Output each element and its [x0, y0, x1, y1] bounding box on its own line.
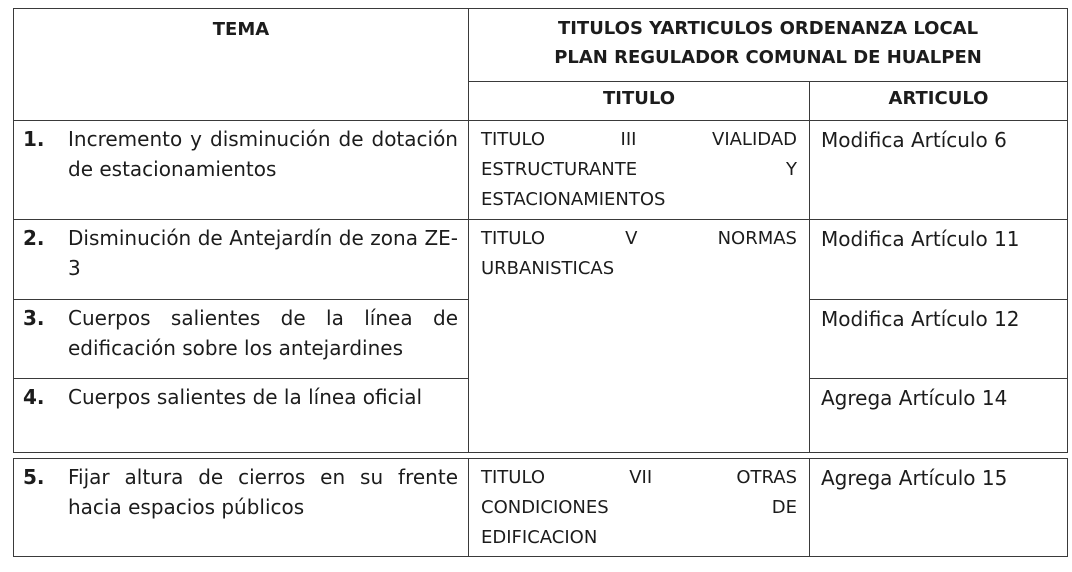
- row-number: 2.: [23, 226, 45, 250]
- titulo-line: [481, 254, 797, 284]
- titulo-word: Y: [786, 159, 797, 180]
- ordinance-table: [13, 8, 1068, 557]
- titulo-word: ESTRUCTURANTE: [481, 159, 638, 180]
- tema-cell: [14, 300, 469, 379]
- titulo-word: DE: [771, 497, 797, 518]
- articulo-cell: Modifica Artículo 11: [810, 220, 1068, 300]
- tema-text: Fijar altura de cierros en su frente hacia espacios públicos: [68, 465, 458, 519]
- articulo-cell: Agrega Artículo 15: [810, 459, 1068, 557]
- table-row: [14, 220, 1068, 300]
- titulo-word: TITULO: [481, 467, 546, 488]
- titulo-word: VII: [629, 467, 653, 488]
- tema-text: Cuerpos salientes de la línea de edificación sobre los antejardines: [68, 306, 458, 360]
- tema-text: Incremento y disminución de dotación de estacionamientos: [68, 127, 458, 181]
- titulo-word: TITULO: [481, 129, 546, 150]
- row-number: 1.: [23, 127, 45, 151]
- articulo-cell: Modifica Artículo 12: [810, 300, 1068, 379]
- tema-cell: [14, 121, 469, 220]
- table-row: [14, 121, 1068, 220]
- row-number: 4.: [23, 385, 45, 409]
- titulo-cell: [469, 459, 810, 557]
- titulo-word: EDIFICACION: [481, 527, 598, 548]
- titulo-word: URBANISTICAS: [481, 258, 615, 279]
- titulo-word: VIALIDAD: [712, 129, 797, 150]
- titulo-cell: [469, 121, 810, 220]
- articulo-cell: Agrega Artículo 14: [810, 379, 1068, 453]
- row-number: 5.: [23, 465, 45, 489]
- header-titulo: TITULO: [469, 82, 810, 121]
- titulo-line: [481, 125, 797, 155]
- titulo-word: OTRAS: [736, 467, 797, 488]
- header-articulo: ARTICULO: [810, 82, 1068, 121]
- tema-cell: [14, 459, 469, 557]
- header-row: [14, 9, 1068, 82]
- tema-cell: [14, 379, 469, 453]
- header-titulos: [469, 9, 1068, 82]
- titulo-word: V: [625, 228, 638, 249]
- titulo-word: CONDICIONES: [481, 497, 609, 518]
- header-tema: TEMA: [14, 9, 469, 121]
- table-row: [14, 459, 1068, 557]
- titulo-line: [481, 185, 797, 215]
- titulo-line: [481, 155, 797, 185]
- articulo-cell: Modifica Artículo 6: [810, 121, 1068, 220]
- tema-text: Disminución de Antejardín de zona ZE-3: [68, 226, 458, 280]
- titulo-line: [481, 224, 797, 254]
- titulo-word: NORMAS: [717, 228, 797, 249]
- header-titulos-line1: TITULOS YARTICULOS ORDENANZA LOCAL: [557, 18, 979, 39]
- titulo-line: [481, 463, 797, 493]
- tema-cell: [14, 220, 469, 300]
- titulo-line: [481, 523, 797, 553]
- header-titulos-line2: PLAN REGULADOR COMUNAL DE HUALPEN: [554, 47, 982, 68]
- row-number: 3.: [23, 306, 45, 330]
- titulo-cell: [469, 220, 810, 453]
- titulo-word: ESTACIONAMIENTOS: [481, 189, 666, 210]
- titulo-word: TITULO: [481, 228, 546, 249]
- titulo-line: [481, 493, 797, 523]
- titulo-word: III: [620, 129, 637, 150]
- tema-text: Cuerpos salientes de la línea oficial: [68, 385, 423, 409]
